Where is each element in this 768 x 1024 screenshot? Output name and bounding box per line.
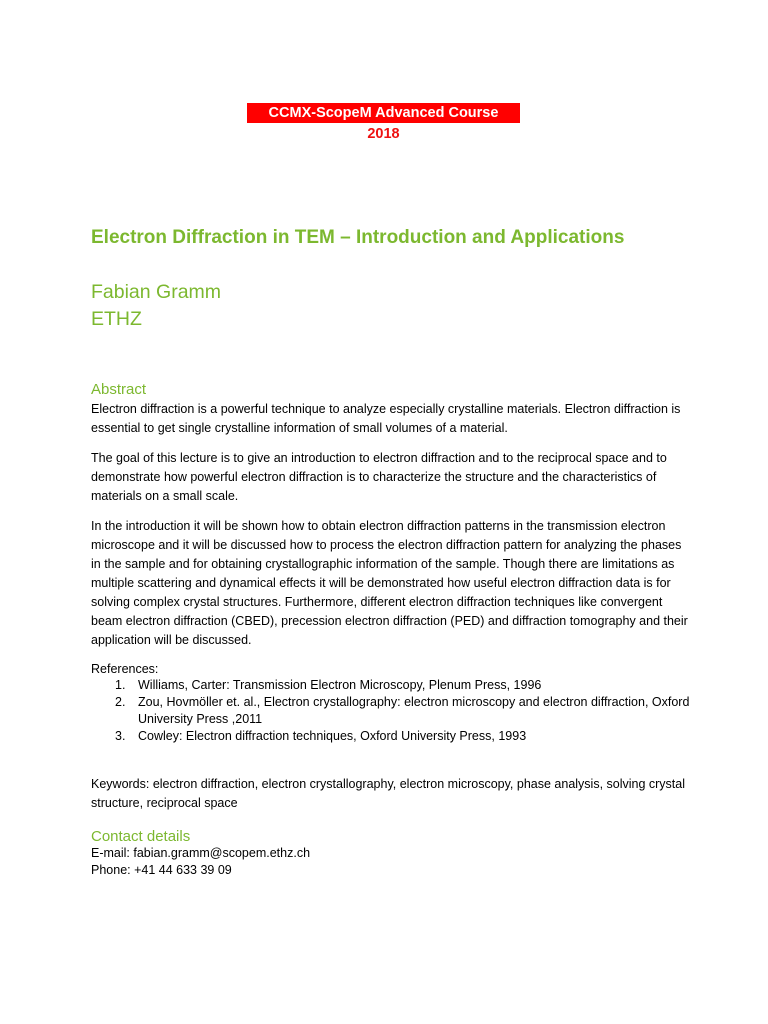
references-label: References: bbox=[91, 662, 159, 676]
contact-email: E-mail: fabian.gramm@scopem.ethz.ch bbox=[91, 846, 311, 860]
abstract-paragraph-3: In the introduction it will be shown how to obtain electron diffraction patterns in the transmission electron microscope and it will be discussed how to process the electron diffraction pattern for analyzing the phases in the sample and for obtaining crystallographic information of the sample. Though there are limitations as multiple scattering and dynamical effects it will be demonstrated how useful electron diffraction data is for solving complex crystal structures. Furthermore, different electron diffraction techniques like convergent beam electron diffraction (CBED), precession electron diffraction (PED) and diffraction tomography and their application will be discussed. bbox=[91, 519, 688, 647]
reference-item bbox=[91, 694, 691, 728]
abstract-heading: Abstract bbox=[91, 381, 147, 398]
reference-item bbox=[91, 728, 691, 745]
reference-number: 3. bbox=[115, 729, 126, 743]
reference-text: Cowley: Electron diffraction techniques, Oxford University Press, 1993 bbox=[138, 729, 527, 743]
reference-number: 1. bbox=[115, 678, 126, 692]
course-banner: CCMX-ScopeM Advanced Course bbox=[247, 103, 520, 123]
abstract-paragraph-2: The goal of this lecture is to give an introduction to electron diffraction and to the reciprocal space and to demonstrate how powerful electron diffraction is to characterize the structure and the characteristics of materials on a small scale. bbox=[91, 451, 667, 503]
author-affiliation: ETHZ bbox=[91, 308, 142, 330]
reference-text: Williams, Carter: Transmission Electron Microscopy, Plenum Press, 1996 bbox=[138, 678, 542, 692]
reference-text: Zou, Hovmöller et. al., Electron crystallography: electron microscopy and electron diffraction, Oxford University Press ,2011 bbox=[138, 695, 690, 726]
document-title: Electron Diffraction in TEM – Introduction and Applications bbox=[91, 227, 625, 248]
references-list bbox=[91, 677, 691, 745]
keywords: Keywords: electron diffraction, electron crystallography, electron microscopy, phase analysis, solving crystal structure, reciprocal space bbox=[91, 777, 686, 810]
contact-heading: Contact details bbox=[91, 828, 191, 845]
abstract-paragraph-1: Electron diffraction is a powerful technique to analyze especially crystalline materials. Electron diffraction is essential to get single crystalline information of small volumes of a material. bbox=[91, 402, 681, 435]
course-year: 2018 bbox=[367, 126, 400, 142]
reference-item bbox=[91, 677, 691, 694]
author-name: Fabian Gramm bbox=[91, 281, 222, 303]
reference-number: 2. bbox=[115, 695, 126, 709]
contact-phone: Phone: +41 44 633 39 09 bbox=[91, 863, 232, 877]
